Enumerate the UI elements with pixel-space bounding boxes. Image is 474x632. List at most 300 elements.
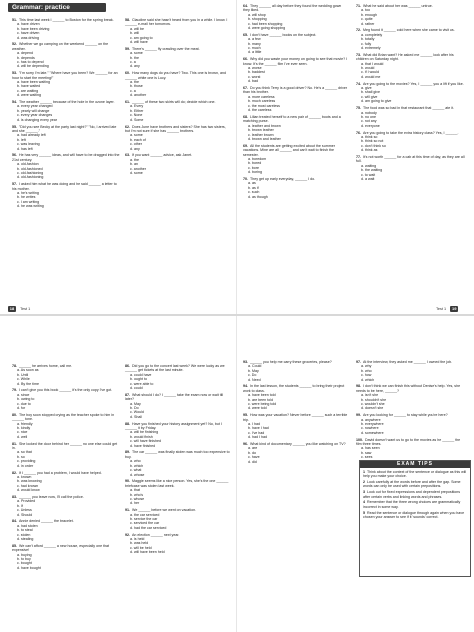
answer-option[interactable]: d. Shall [130, 414, 142, 419]
answer-option[interactable]: d. am going to give [361, 99, 392, 104]
question-text: Does June have brothers and sisters? She has two sisters, but I'm not sure if she has ______ brothers. [125, 124, 226, 133]
answer-option[interactable]: c. to wait [361, 172, 376, 177]
answer-option[interactable]: d. which [361, 377, 375, 382]
answer-option[interactable]: c. will give [361, 94, 378, 99]
answer-option[interactable]: b. are been told [248, 397, 273, 402]
question-stem [12, 71, 120, 80]
answer-option[interactable]: b. who [361, 368, 372, 373]
column-2 [125, 18, 231, 178]
answer-option[interactable]: d. rather [361, 21, 375, 26]
question-stem [12, 42, 120, 51]
answer-option[interactable]: b. will [130, 31, 139, 36]
answer-option[interactable]: d. could [130, 386, 143, 391]
answer-option[interactable]: d. stealing [17, 536, 34, 541]
question-number: 88. [125, 421, 130, 426]
question-stem [356, 106, 466, 110]
question-text: Did you go to the concert last week? We were lucky as we ______ get tickets at the last minute. [125, 364, 225, 373]
question-item [12, 495, 120, 517]
question-number: 97. [356, 360, 361, 364]
question-stem [125, 364, 231, 373]
answer-option[interactable]: c. will be held [130, 545, 152, 550]
question-number: 54. [12, 100, 17, 105]
answer-option[interactable]: c. what [130, 468, 142, 473]
answer-option[interactable]: b. many [248, 41, 261, 46]
question-item [12, 364, 120, 386]
question-item [125, 364, 231, 390]
question-item [356, 384, 466, 410]
question-text: The food was so bad in that restaurant that ______ ate it. [363, 106, 455, 111]
answer-option[interactable]: b. who's [130, 492, 144, 497]
answer-option[interactable]: d. old-fashioning [17, 175, 44, 180]
answer-option[interactable]: b. Until [17, 372, 29, 377]
question-text: Are you looking for ______ to stay while you're here? [363, 413, 448, 418]
answer-option[interactable]: b. which [130, 463, 144, 468]
answer-option[interactable]: a. had already left [17, 133, 46, 138]
answer-option[interactable]: a. will shop [248, 12, 266, 17]
answer-option[interactable]: c. don't think so [361, 143, 386, 148]
answer-option[interactable]: c. providing [17, 459, 36, 464]
question-stem [356, 384, 466, 393]
exam-tip [363, 490, 467, 499]
answer-option[interactable]: c. sees [361, 455, 373, 460]
question-item [356, 360, 466, 382]
question-number: 58. [125, 18, 130, 22]
column-8 [356, 360, 466, 467]
answer-option[interactable]: c. the most careless [248, 103, 280, 108]
answer-option[interactable]: d. brown and leather [248, 136, 281, 141]
answer-option[interactable]: a. depend [17, 51, 33, 56]
answer-option[interactable]: c. am going to [130, 35, 153, 40]
question-number: 56. [12, 153, 17, 158]
answer-option[interactable]: b. brown leather [248, 128, 274, 133]
answer-option[interactable]: b. owing to [17, 397, 35, 402]
answer-option[interactable]: c. Would [130, 410, 144, 415]
answer-option[interactable]: b. depends [17, 55, 35, 60]
answer-option[interactable]: a. too [361, 8, 370, 13]
answer-option[interactable]: d. the careless [248, 108, 272, 113]
answer-option[interactable]: d. another [130, 93, 147, 98]
answer-option[interactable]: d. as though [248, 194, 268, 199]
answer-option[interactable]: c. a [130, 60, 136, 65]
answer-option[interactable]: c. I am writing [17, 199, 40, 204]
answer-option[interactable]: c. While [17, 377, 30, 382]
answer-option[interactable]: c. nowhere [361, 426, 379, 431]
answer-option[interactable]: a. buying [17, 552, 32, 557]
answer-option[interactable]: b. would [361, 66, 375, 71]
answer-option[interactable]: a. a few [248, 37, 261, 42]
answer-option[interactable]: c. such [248, 190, 260, 195]
answer-option[interactable]: d. some [130, 170, 143, 175]
answer-option[interactable]: b. Either [130, 108, 144, 113]
answer-option[interactable]: a. I had [248, 422, 260, 427]
answer-option[interactable]: d. had the car serviced [130, 525, 167, 530]
answer-option[interactable]: c. will have finished [130, 439, 161, 444]
question-text: Maggie seems like a nice person. Yes, she's the one ______ briefcase was stolen last week. [125, 479, 229, 488]
answer-option[interactable]: d. a little [248, 50, 262, 55]
answer-option[interactable]: c. nice [17, 430, 28, 435]
exam-tip-number: 4 [363, 500, 365, 505]
answer-option[interactable]: c. stolen [17, 532, 31, 537]
answer-option[interactable]: b. the waiting [361, 168, 383, 173]
question-number: 62. [125, 124, 130, 129]
question-item [356, 82, 466, 104]
answer-option[interactable]: a. the [130, 80, 139, 85]
question-item [243, 384, 349, 410]
footer-left [8, 306, 30, 312]
question-text: They get up early everyday, ______ I do. [250, 176, 316, 181]
answer-option[interactable]: b. have waited [17, 84, 41, 89]
answer-option[interactable]: a. waiting [361, 163, 377, 168]
answer-option[interactable]: d. has left [17, 146, 33, 151]
answer-option[interactable]: a. old-fashion [17, 162, 39, 167]
question-item [356, 106, 466, 128]
answer-option[interactable]: b. Do [130, 406, 139, 411]
answer-option[interactable]: c. Do [248, 373, 257, 378]
answer-option[interactable]: b. would finish [130, 434, 153, 439]
answer-option[interactable]: c. not any [361, 119, 377, 124]
answer-option[interactable]: b. think so not [361, 139, 384, 144]
question-text: What kind of documentary ______ you like watching on TV? [250, 442, 346, 447]
page-number-left: 18 [9, 306, 15, 311]
question-text: The weather ______ because of the hole in the ozone layer. [19, 100, 115, 105]
question-item [12, 519, 120, 541]
question-number: 53. [12, 71, 17, 76]
question-number: 70. [243, 176, 248, 181]
column-5 [12, 364, 120, 573]
answer-option[interactable]: b. totally [361, 37, 375, 42]
question-text: She locked the door behind her ______ no one else could get in. [12, 441, 118, 451]
question-number: 87. [125, 392, 130, 397]
question-number: 65. [243, 32, 248, 37]
answer-option[interactable]: a. isn't she [361, 393, 379, 398]
answer-option[interactable]: a. Every [130, 104, 144, 109]
answer-option[interactable]: b. no one [361, 114, 376, 119]
answer-option[interactable]: c. every year changes [17, 113, 53, 118]
answer-option[interactable]: c. I've had [248, 430, 265, 435]
answer-option[interactable]: c. have [248, 455, 260, 460]
answer-option[interactable]: a. has seen [361, 446, 380, 451]
question-number: 69. [243, 143, 248, 148]
answer-option[interactable]: d. any [130, 64, 140, 69]
question-item [243, 360, 349, 382]
question-text: David doesn't want us to go to the movies as he ______ the film three times. [356, 437, 461, 447]
question-number: 78. [12, 364, 17, 368]
section-header: Grammar: practice [8, 3, 106, 12]
answer-option[interactable]: d. well [17, 434, 28, 439]
answer-option[interactable]: c. serviced the car [130, 521, 160, 526]
question-text: I asked him what he was doing and he said ______ a letter to his mother. [12, 182, 117, 191]
question-item [125, 393, 231, 419]
question-item [12, 71, 120, 97]
answer-option[interactable]: c. a [130, 88, 136, 93]
answer-option[interactable]: c. quite [361, 17, 373, 22]
answer-option[interactable]: d. had I had [248, 435, 267, 440]
answer-option[interactable]: d. Should [17, 512, 33, 517]
answer-option[interactable]: d. extremely [361, 46, 381, 51]
question-stem [12, 182, 120, 191]
answer-option[interactable]: c. have driven [17, 31, 40, 36]
answer-option[interactable]: b. yearly will change [17, 108, 50, 113]
answer-option[interactable]: a. have driven [17, 22, 40, 27]
answer-option[interactable]: a. Provided [17, 499, 36, 504]
answer-option[interactable]: a. have been waiting [17, 80, 50, 85]
answer-option[interactable]: c. has to depend [17, 60, 44, 65]
answer-option[interactable]: a. why [361, 364, 372, 369]
question-item [243, 33, 349, 55]
answer-option[interactable]: b. so [17, 454, 25, 459]
answer-option[interactable]: b. was knowing [17, 479, 42, 484]
answer-option[interactable]: c. were able to [130, 381, 154, 386]
answer-option[interactable]: d. were waiting [17, 93, 41, 98]
answer-option[interactable]: b. shall give [361, 90, 380, 95]
question-stem [12, 125, 120, 134]
answer-option[interactable]: a. that I would [361, 61, 384, 66]
answer-option[interactable]: d. any [130, 146, 140, 151]
question-stem [356, 53, 466, 62]
answer-option[interactable]: b. baddest [248, 70, 265, 75]
answer-option[interactable]: c. how [361, 373, 372, 378]
answer-option[interactable]: a. leather and brown [248, 123, 281, 128]
question-stem [243, 144, 349, 157]
answer-option[interactable]: a. the [130, 157, 139, 162]
answer-option[interactable]: a. who [130, 459, 141, 464]
question-item [243, 442, 349, 464]
answer-option[interactable]: b. shopping [248, 17, 267, 22]
answer-option[interactable]: a. more careless [248, 94, 275, 99]
answer-option[interactable]: c. None [130, 113, 143, 118]
question-stem [356, 155, 466, 164]
answer-option[interactable]: a. is held [130, 536, 145, 541]
answer-option[interactable]: b. have been driving [17, 26, 50, 31]
question-number: 81. [12, 441, 17, 446]
question-item [243, 115, 349, 141]
answer-option[interactable]: c. had known [17, 483, 39, 488]
question-item [125, 100, 231, 122]
answer-option[interactable]: a. had stolen [17, 523, 38, 528]
answer-option[interactable]: c. bore [248, 165, 259, 170]
answer-option[interactable]: b. as if [248, 185, 259, 190]
answer-option[interactable]: c. was leaving [17, 142, 40, 147]
answer-option[interactable]: b. those [130, 84, 143, 89]
answer-option[interactable]: d. boring [248, 170, 262, 175]
exam-tip [363, 500, 467, 509]
question-text: Annie denied ______ the bracelet. [19, 519, 74, 524]
question-stem [12, 153, 120, 162]
answer-option[interactable]: a. boredom [248, 156, 267, 161]
answer-option[interactable]: a. known [17, 474, 32, 479]
question-number: 72. [356, 28, 361, 33]
answer-option[interactable]: d. By the time [17, 381, 39, 386]
answer-option[interactable]: b. enough [361, 12, 377, 17]
question-stem [243, 86, 349, 95]
question-number: 75. [356, 106, 361, 111]
answer-option[interactable]: d. did [248, 459, 257, 464]
answer-option[interactable]: b. everywhere [361, 422, 384, 427]
book-spine-bottom [236, 316, 237, 632]
answer-option[interactable]: b. to steal [17, 528, 33, 533]
answer-option[interactable]: d. he was writing [17, 204, 44, 209]
answer-option[interactable]: a. every year changed [17, 104, 53, 109]
question-text: At the interview, they asked me ______ I owned the job. [363, 360, 453, 364]
answer-option[interactable]: b. have I had [248, 426, 269, 431]
answer-option[interactable]: c. are waiting [17, 88, 39, 93]
answer-option[interactable]: b. the [130, 55, 139, 60]
answer-option[interactable]: b. much careless [248, 99, 276, 104]
answer-option[interactable]: a. have been told [248, 393, 276, 398]
question-number: 55. [12, 124, 17, 129]
answer-option[interactable]: b. service the car [130, 516, 158, 521]
answer-option[interactable]: d. Need [248, 377, 261, 382]
question-text: I can't give you this book ______ it's the only copy I've got. [19, 388, 113, 393]
question-number: 61. [125, 100, 130, 105]
answer-option[interactable]: d. doesn't she [361, 406, 384, 411]
question-number: 73. [356, 52, 361, 57]
answer-option[interactable]: d. were told [248, 406, 267, 411]
answer-option[interactable]: c. wouldn't she [361, 402, 385, 407]
answer-option[interactable]: c. fully [361, 41, 372, 46]
answer-option[interactable]: c. if I would [361, 70, 379, 75]
answer-option[interactable]: a. since [17, 392, 30, 397]
answer-option[interactable]: d. is changing every year [17, 117, 57, 122]
answer-option[interactable]: b. kindly [17, 426, 31, 431]
answer-option[interactable]: c. due to [17, 401, 31, 406]
answer-option[interactable]: c. had been shopping [248, 21, 283, 26]
column-6 [125, 364, 231, 557]
question-number: 85. [12, 543, 17, 548]
question-stem [125, 450, 231, 459]
answer-option[interactable]: d. will be depending [17, 64, 49, 69]
question-stem [125, 393, 231, 402]
answer-option[interactable]: c. another [130, 166, 146, 171]
answer-option[interactable]: a. that [130, 488, 140, 493]
answer-option[interactable]: a. will be finishing [130, 430, 159, 435]
answer-option[interactable]: b. each of [130, 137, 146, 142]
exam-tips-box [359, 460, 471, 577]
question-text: We can't afford ______ a new house, especially one that expensive! [12, 543, 110, 553]
answer-option[interactable]: a. as [248, 181, 256, 186]
answer-option[interactable]: b. shouldn't she [361, 397, 387, 402]
question-number: 60. [125, 71, 130, 76]
answer-option[interactable]: d. have bought [17, 565, 41, 570]
answer-option[interactable]: a. some [130, 133, 143, 138]
answer-option[interactable]: a. are [248, 446, 258, 451]
answer-option[interactable]: c. much [248, 46, 261, 51]
answer-option[interactable]: a. think so [361, 134, 378, 139]
question-stem [243, 384, 349, 393]
answer-option[interactable]: c. bought [17, 561, 32, 566]
answer-option[interactable]: d. in order [17, 463, 34, 468]
answer-option[interactable]: b. was held [130, 541, 149, 546]
answer-option[interactable]: b. If [17, 503, 23, 508]
question-text: Have you finished your history assignment yet? No, but I ______ it by Friday. [125, 421, 222, 431]
question-text: ______ you help me carry these groceries, please? [250, 360, 332, 364]
answer-option[interactable]: d. whose [130, 472, 145, 477]
answer-option[interactable]: d. were going shopping [248, 26, 286, 31]
answer-option[interactable]: a. give [361, 86, 372, 91]
answer-option[interactable]: a. May [130, 401, 141, 406]
question-item [243, 177, 349, 199]
question-number: 80. [12, 412, 17, 417]
answer-option[interactable]: b. do [248, 450, 256, 455]
answer-option[interactable]: d. will have [130, 40, 148, 45]
question-item [356, 131, 466, 153]
answer-option[interactable]: d. would know [17, 488, 40, 493]
question-item [243, 413, 349, 439]
answer-option[interactable]: a. nobody [361, 110, 377, 115]
answer-option[interactable]: a. so that [17, 450, 32, 455]
answer-option[interactable]: a. worse [248, 66, 262, 71]
bottom-page-spread [0, 316, 474, 632]
question-number: 84. [12, 519, 17, 524]
answer-option[interactable]: a. could have [130, 372, 152, 377]
answer-option[interactable]: c. other [130, 142, 142, 147]
answer-option[interactable]: d. bad [248, 79, 258, 84]
answer-option[interactable]: a. he's writing [17, 190, 39, 195]
answer-option[interactable]: d. was driving [17, 35, 39, 40]
question-text: Are you going to take the extra history class? Yes, I ______. [363, 130, 459, 135]
question-item [356, 4, 466, 26]
answer-option[interactable]: b. May [248, 368, 259, 373]
answer-option[interactable]: c. old-fashioning [17, 170, 44, 175]
answer-option[interactable]: a. completely [361, 32, 383, 37]
answer-option[interactable]: a. the car serviced [130, 512, 160, 517]
answer-option[interactable]: b. an [130, 162, 138, 167]
answer-option[interactable]: c. were being told [248, 402, 277, 407]
answer-option[interactable]: a. Could [248, 364, 262, 369]
answer-option[interactable]: a. friendly [17, 421, 33, 426]
question-text: An election ______ next year. [132, 532, 180, 537]
answer-option[interactable]: b. bored [248, 161, 262, 166]
question-item [125, 479, 231, 505]
question-item [243, 144, 349, 175]
question-item [12, 413, 120, 439]
question-text: "I'm sorry I'm late." "Where have you been? We ______ for an hour to start the meeting!" [12, 71, 118, 80]
answer-option[interactable]: d. her [130, 501, 140, 506]
answer-option[interactable]: d. for [17, 406, 26, 411]
question-text: What he said about her was ______ untrue. [363, 4, 433, 8]
answer-option[interactable]: a. As soon as [17, 368, 39, 373]
answer-option[interactable]: d. a wait [361, 176, 375, 181]
answer-option[interactable]: c. worst [248, 74, 261, 79]
question-text: If I ______ you had a problem, I would have helped. [19, 470, 102, 475]
answer-option[interactable]: b. to buy [17, 556, 31, 561]
answer-option[interactable]: d. everyone [361, 123, 380, 128]
answer-option[interactable]: c. Unless [17, 508, 32, 513]
answer-option[interactable]: c. leather brown [248, 132, 274, 137]
answer-option[interactable]: d. would me [361, 74, 381, 79]
answer-option[interactable]: a. some [130, 51, 143, 56]
question-item [12, 18, 120, 40]
answer-option[interactable]: b. he writes [17, 195, 36, 200]
answer-option[interactable]: d. somewhere [361, 430, 384, 435]
question-item [125, 71, 231, 97]
question-number: 99. [356, 413, 361, 418]
answer-option[interactable]: b. saw [361, 450, 372, 455]
answer-option[interactable]: d. will have been held [130, 550, 165, 555]
question-stem [125, 18, 231, 27]
answer-option[interactable]: c. whose [130, 496, 145, 501]
answer-option[interactable]: b. old-fashioned [17, 166, 43, 171]
question-number: 92. [125, 532, 130, 537]
answer-option[interactable]: d. think as [361, 148, 378, 153]
answer-option[interactable]: b. left [17, 137, 26, 142]
answer-option[interactable]: a. will be [130, 26, 144, 31]
answer-option[interactable]: d. have finished [130, 443, 156, 448]
answer-option[interactable]: a. anywhere [361, 417, 381, 422]
question-item [12, 388, 120, 410]
answer-option[interactable]: d. Some [130, 117, 144, 122]
answer-option[interactable]: b. ought to [130, 377, 147, 382]
